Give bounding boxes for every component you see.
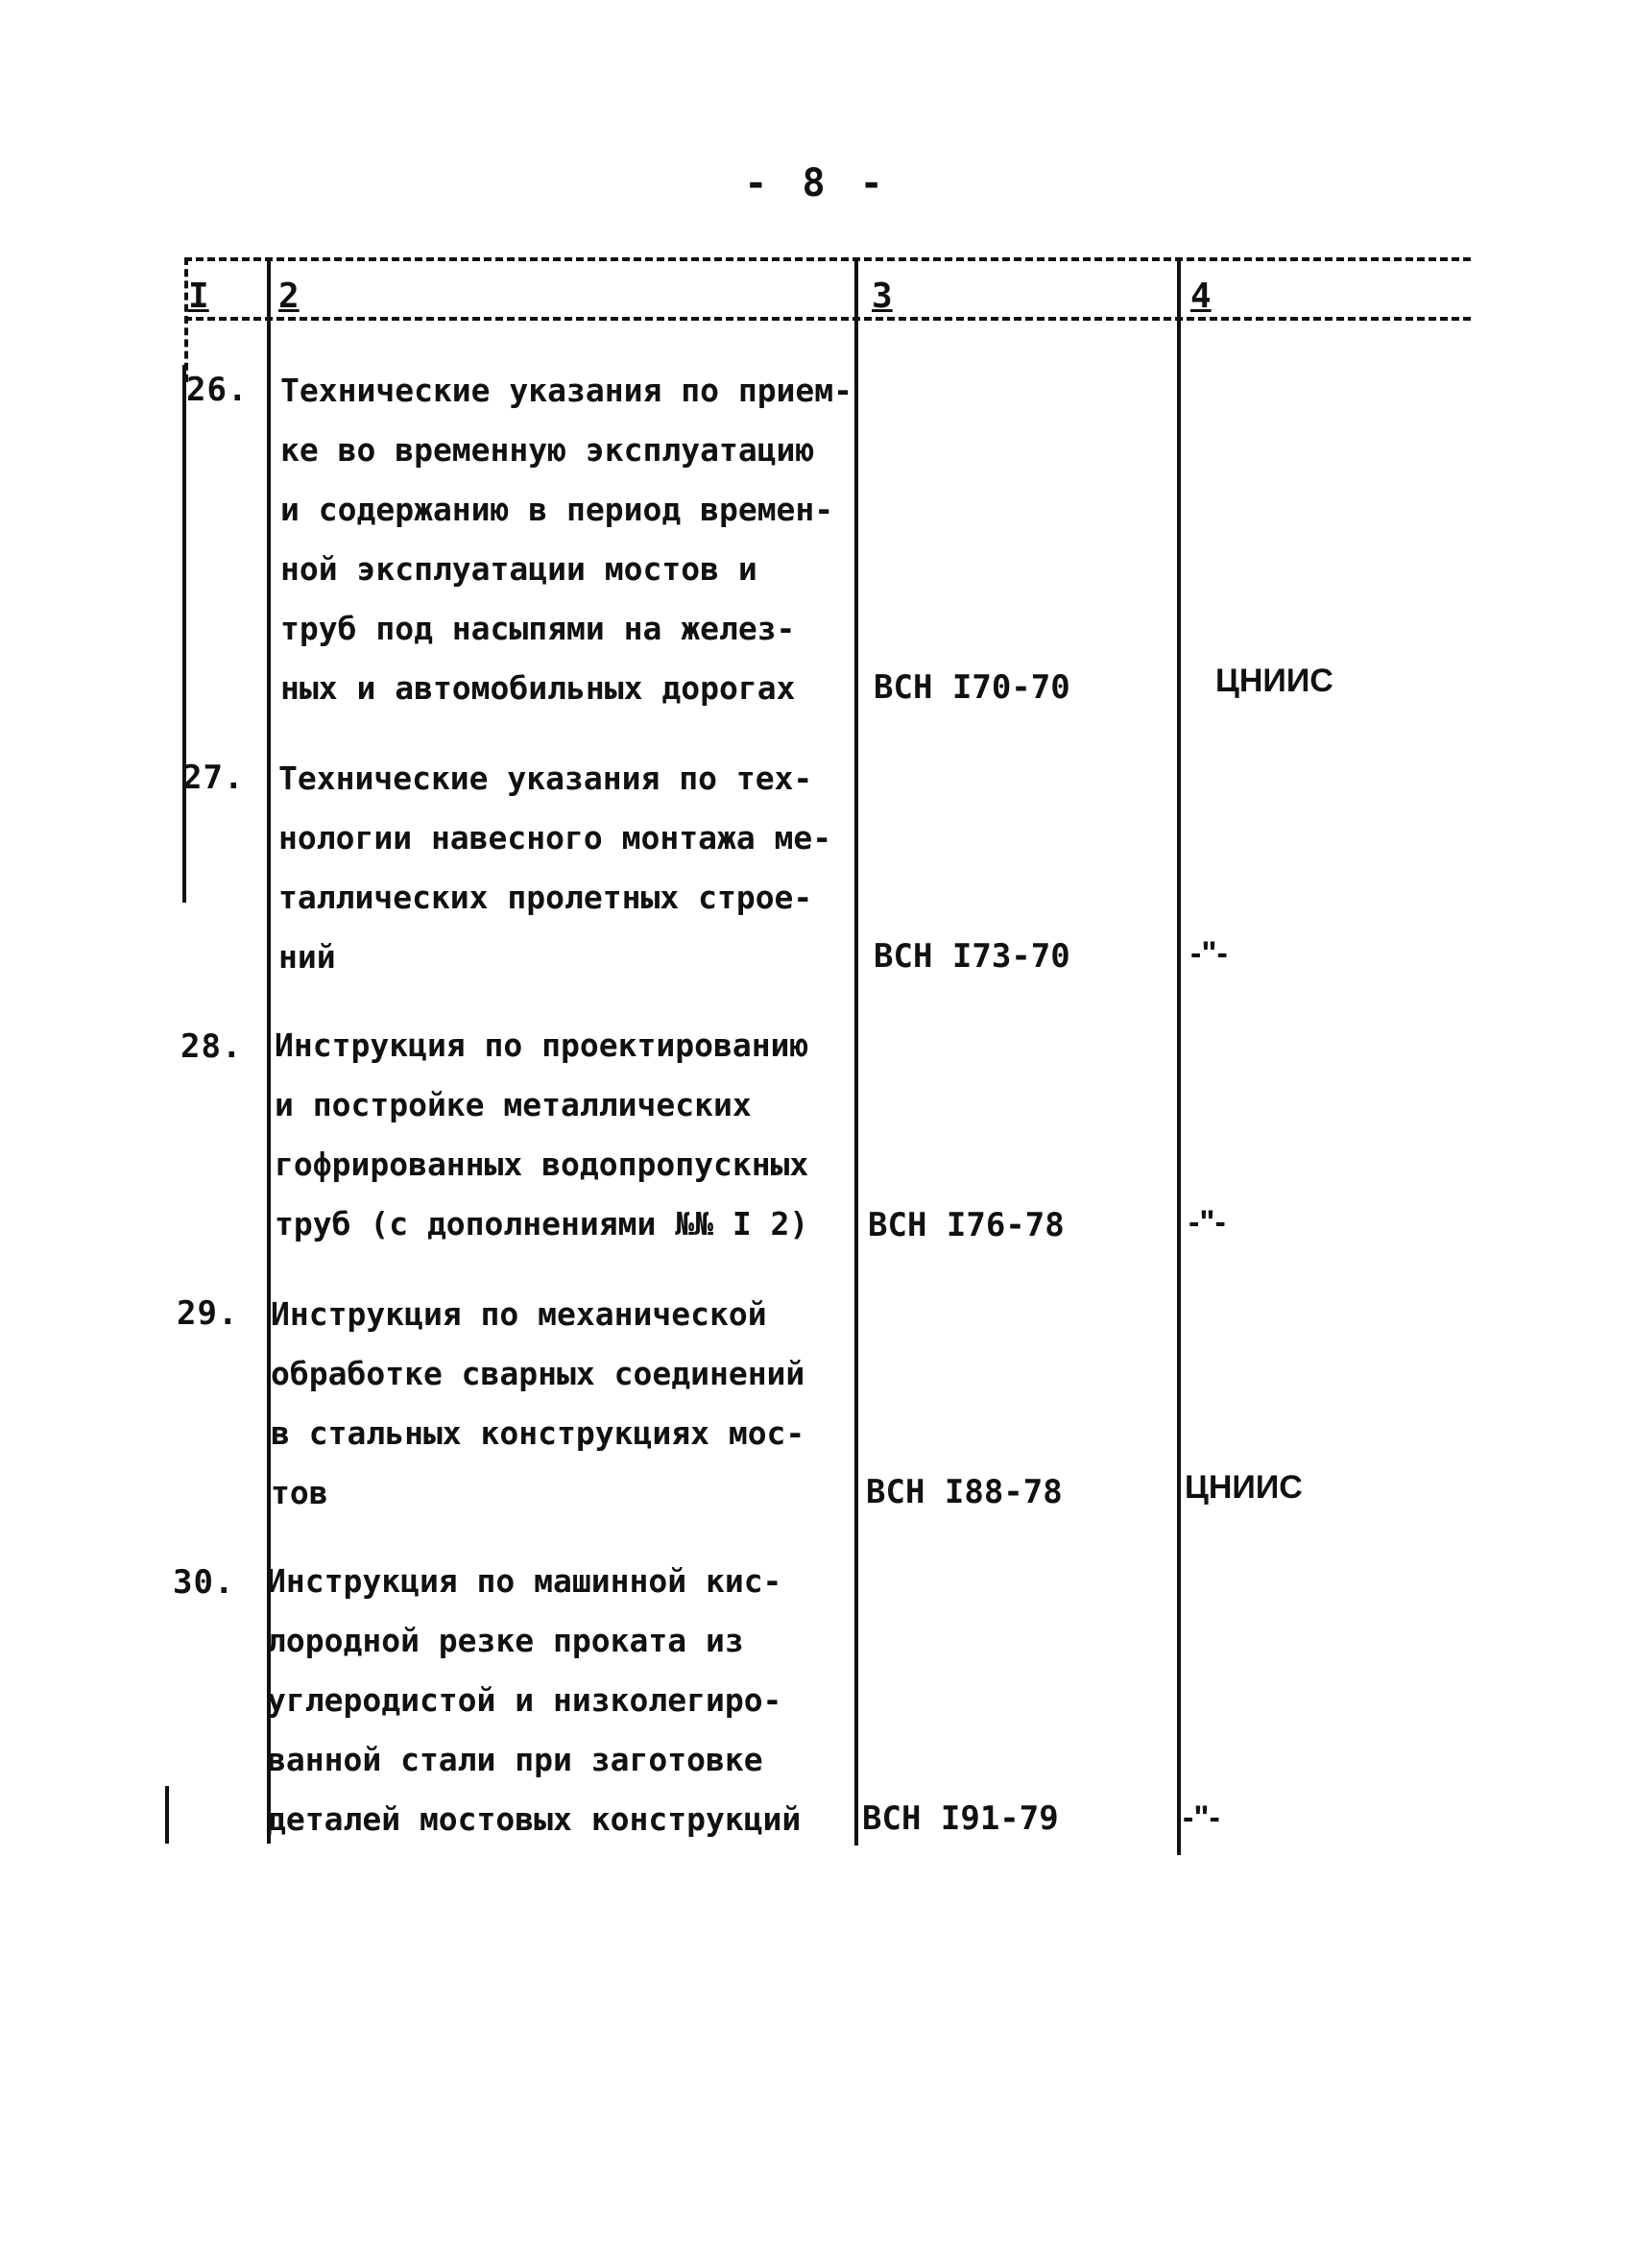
title-line: ке во временную эксплуатацию	[280, 431, 815, 469]
title-line: ний	[278, 938, 336, 976]
title-line: труб под насыпями на желез-	[280, 610, 796, 647]
row-number: 30.	[173, 1563, 235, 1602]
document-code: ВСН I73-70	[874, 937, 1070, 976]
title-line: Технические указания по прием-	[280, 372, 853, 409]
title-line: Инструкция по механической	[271, 1295, 767, 1333]
title-line: лородной резке проката из	[267, 1622, 744, 1659]
row-title	[271, 1285, 804, 1523]
header-bottom-rule	[184, 317, 1471, 321]
row-title	[275, 1016, 808, 1254]
title-line: ванной стали при заготовке	[267, 1741, 763, 1778]
title-line: и постройке металлических	[275, 1086, 752, 1123]
document-code: ВСН I88-78	[866, 1473, 1063, 1511]
title-line: Инструкция по проектированию	[275, 1026, 809, 1064]
column-4-left-rule	[1177, 259, 1181, 1855]
row-title	[278, 749, 831, 987]
title-line: ной эксплуатации мостов и	[280, 550, 757, 588]
column-header-4: 4	[1190, 277, 1212, 316]
title-line: труб (с дополнениями №№ I 2)	[275, 1205, 809, 1243]
title-line: нологии навесного монтажа ме-	[278, 819, 832, 857]
title-line: обработке сварных соединений	[271, 1355, 805, 1392]
responsible-organization: -"-	[1183, 1799, 1220, 1836]
column-3-left-rule	[854, 259, 858, 1846]
document-code: ВСН I70-70	[874, 668, 1070, 707]
row-number: 29.	[177, 1294, 239, 1333]
title-line: таллических пролетных строе-	[278, 879, 813, 916]
column-header-3: 3	[872, 277, 893, 316]
column-1-left-rule-lower	[182, 365, 186, 903]
column-header-1: I	[188, 277, 209, 316]
title-line: углеродистой и низколегиро-	[267, 1681, 782, 1719]
responsible-organization: -"-	[1190, 935, 1228, 972]
table-top-rule	[184, 257, 1471, 261]
title-line: гофрированных водопропускных	[275, 1146, 809, 1183]
row-number: 27.	[182, 759, 245, 797]
responsible-organization: ЦНИИС	[1215, 663, 1333, 699]
table-left-rule-bottom	[165, 1786, 169, 1844]
row-number: 28.	[180, 1027, 243, 1066]
title-line: и содержанию в период времен-	[280, 491, 834, 528]
row-number: 26.	[186, 371, 249, 409]
row-title	[280, 361, 853, 718]
title-line: Технические указания по тех-	[278, 760, 813, 797]
row-title	[267, 1552, 801, 1849]
document-code: ВСН I76-78	[868, 1206, 1065, 1244]
title-line: деталей мостовых конструкций	[267, 1800, 802, 1838]
page-number: - 8 -	[744, 161, 889, 205]
title-line: ных и автомобильных дорогах	[280, 669, 796, 707]
responsible-organization: ЦНИИС	[1185, 1469, 1303, 1506]
title-line: тов	[271, 1474, 328, 1511]
title-line: Инструкция по машинной кис-	[267, 1562, 782, 1600]
title-line: в стальных конструкциях мос-	[271, 1414, 805, 1452]
column-header-2: 2	[278, 277, 300, 316]
document-code: ВСН I91-79	[862, 1799, 1059, 1838]
responsible-organization: -"-	[1189, 1204, 1226, 1241]
